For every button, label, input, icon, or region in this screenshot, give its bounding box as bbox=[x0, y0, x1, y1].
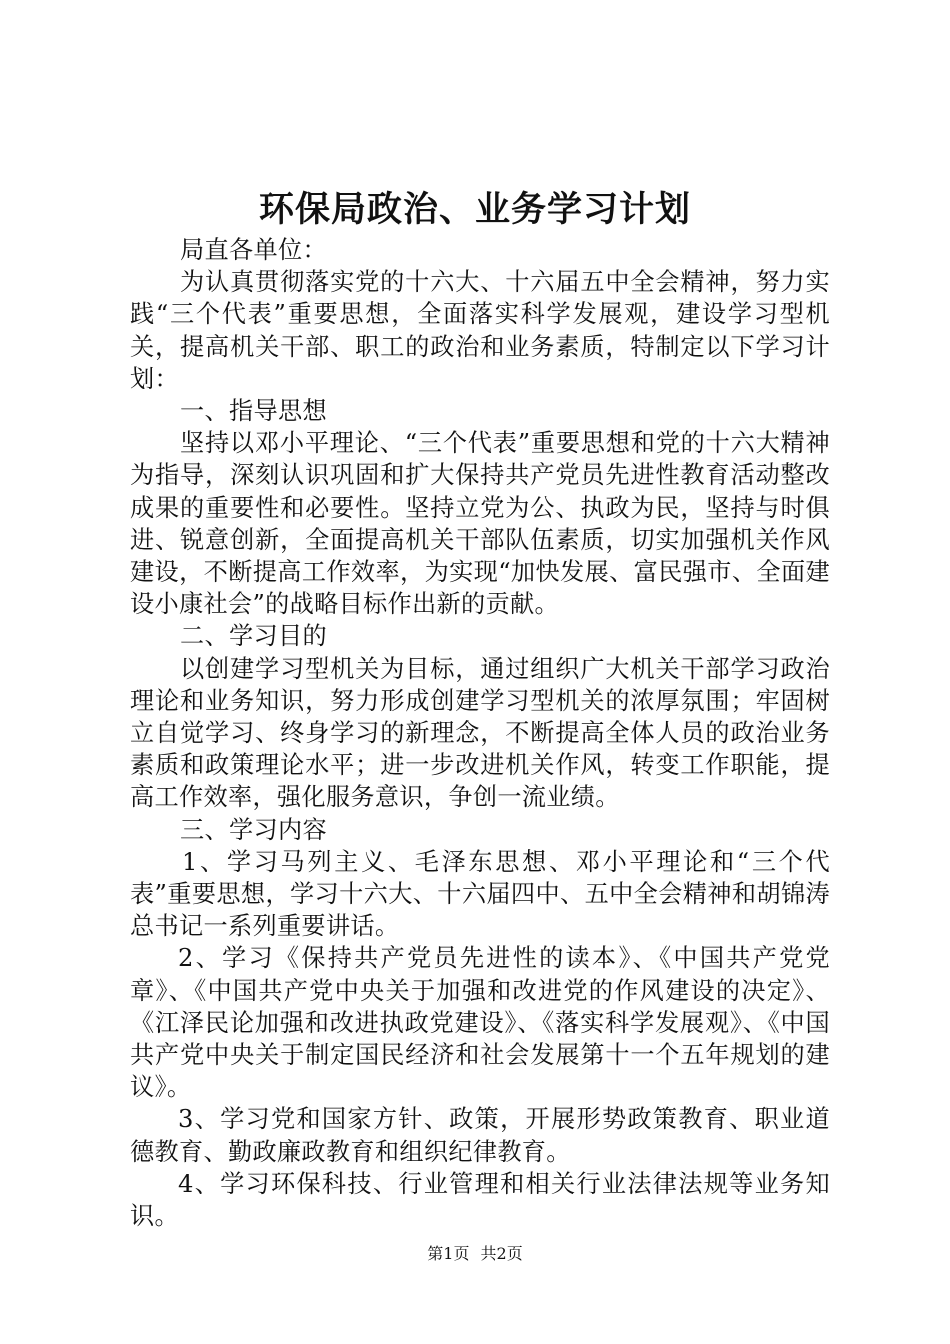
intro-paragraph: 为认真贯彻落实党的十六大、十六届五中全会精神，努力实践“三个代表”重要思想，全面落实科学发展观，建设学习型机关，提高机关干部、职工的政治和业务素质，特制定以下学习计划： bbox=[130, 268, 830, 393]
study-content-item-3: 3、学习党和国家方针、政策，开展形势政策教育、职业道德教育、勤政廉政教育和组织纪律教育。 bbox=[130, 1105, 830, 1166]
study-content-item-4: 4、学习环保科技、行业管理和相关行业法律法规等业务知识。 bbox=[130, 1169, 830, 1231]
page-number-current: 第1页 bbox=[427, 1244, 470, 1263]
salutation: 局直各单位： bbox=[180, 236, 327, 264]
page-number-total: 共2页 bbox=[480, 1244, 523, 1263]
guiding-ideology-paragraph: 坚持以邓小平理论、“三个代表”重要思想和党的十六大精神为指导，深刻认识巩固和扩大保持共产党员先进性教育活动整改成果的重要性和必要性。坚持立党为公、执政为民，坚持与时俱进、锐意创新，全面提高机关干部队伍素质，切实加强机关作风建设，不断提高工作效率，为实现“加快发展、富民强市、全面建设小康社会”的战略目标作出新的贡献。 bbox=[130, 429, 830, 619]
page-footer bbox=[0, 1244, 950, 1264]
section-heading-study-purpose: 二、学习目的 bbox=[180, 622, 327, 651]
document-title: 环保局政治、业务学习计划 bbox=[258, 190, 691, 230]
study-purpose-paragraph: 以创建学习型机关为目标，通过组织广大机关干部学习政治理论和业务知识，努力形成创建学习型机关的浓厚氛围；牢固树立自觉学习、终身学习的新理念，不断提高全体人员的政治业务素质和政策理论水平；进一步改进机关作风，转变工作职能，提高工作效率，强化服务意识，争创一流业绩。 bbox=[130, 654, 830, 812]
study-content-item-2: 2、学习《保持共产党员先进性的读本》、《中国共产党党章》、《中国共产党中央关于加强和改进党的作风建设的决定》、《江泽民论加强和改进执政党建设》、《落实科学发展观》、《中国共产党中央关于制定国民经济和社会发展第十一个五年规划的建议》。 bbox=[130, 944, 830, 1102]
section-heading-study-content: 三、学习内容 bbox=[180, 815, 327, 844]
document-body bbox=[130, 234, 830, 1232]
section-heading-guiding-ideology: 一、指导思想 bbox=[180, 397, 327, 426]
study-content-item-1: 1、学习马列主义、毛泽东思想、邓小平理论和“三个代表”重要思想，学习十六大、十六届四中、五中全会精神和胡锦涛总书记一系列重要讲话。 bbox=[130, 847, 830, 941]
